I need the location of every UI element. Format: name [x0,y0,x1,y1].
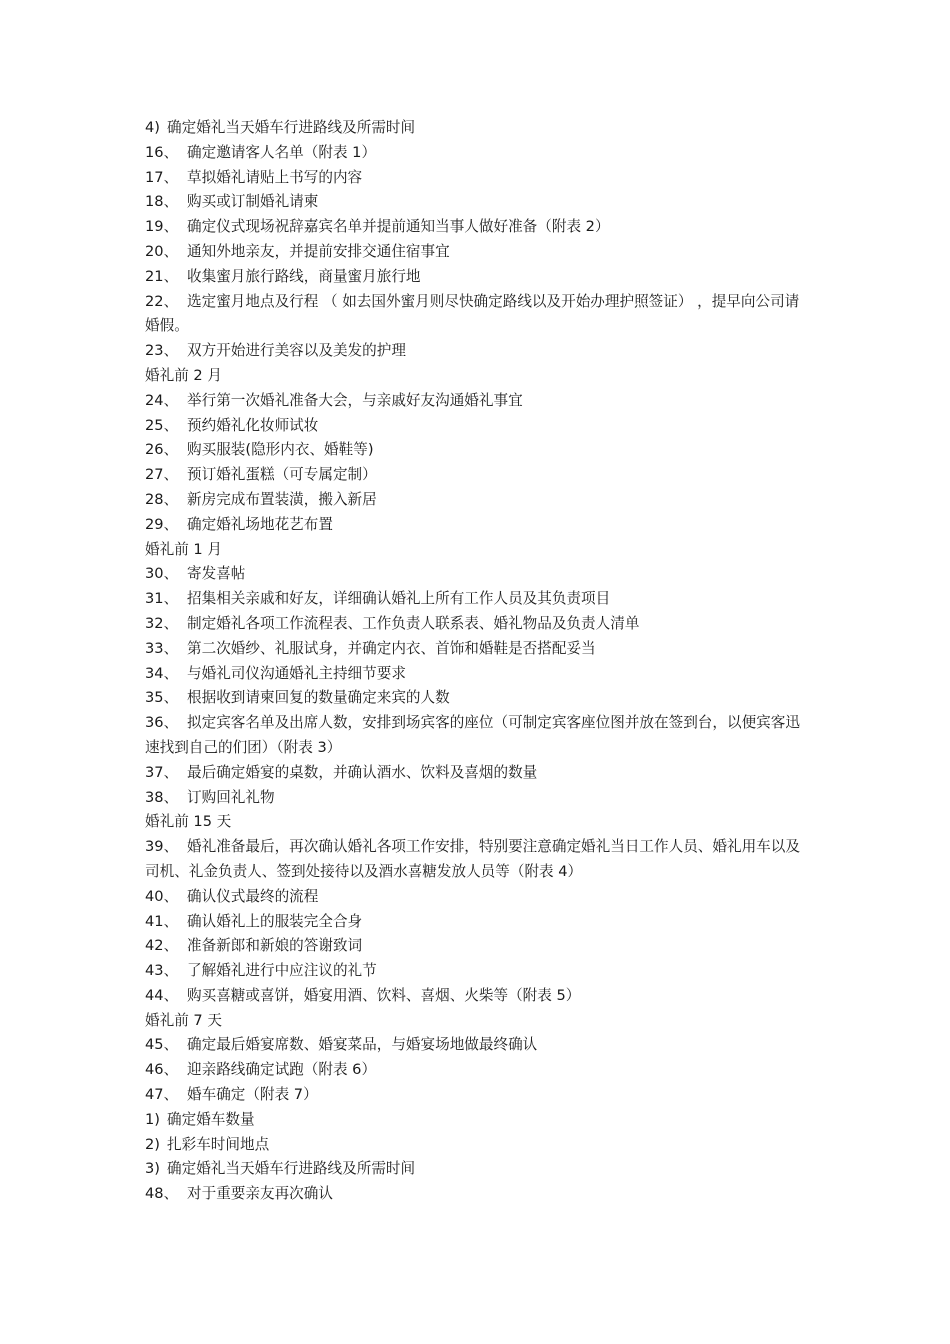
list-item [145,215,813,240]
item-number: 31、 [145,590,179,608]
item-text: 第二次婚纱、礼服试身，并确定内衣、首饰和婚鞋是否搭配妥当 [187,639,596,657]
item-number: 23、 [145,342,179,360]
list-item [145,662,813,687]
list-item [145,934,813,959]
item-text: 草拟婚礼请贴上书写的内容 [187,168,363,186]
item-number: 24、 [145,391,179,409]
item-text: 预约婚礼化妆师试妆 [187,416,319,434]
item-text: 制定婚礼各项工作流程表、工作负责人联系表、婚礼物品及负责人清单 [187,614,640,632]
item-number: 45、 [145,1036,179,1054]
item-text: 确认婚礼上的服装完全合身 [187,912,363,930]
item-text: 购买服装(隐形内衣、婚鞋等) [187,441,374,459]
item-number: 22、 [145,292,179,310]
list-item [145,761,813,786]
list-item [145,711,813,761]
item-text: 寄发喜帖 [187,565,246,583]
list-item [145,513,813,538]
item-number: 46、 [145,1061,179,1079]
list-item [145,612,813,637]
section-heading: 婚礼前 15 天 [145,813,232,831]
item-number: 48、 [145,1185,179,1203]
item-number: 43、 [145,962,179,980]
item-number: 42、 [145,937,179,955]
item-text: 订购回礼礼物 [187,788,275,806]
item-number: 28、 [145,490,179,508]
item-number: 18、 [145,193,179,211]
sub-list-item [145,1108,813,1133]
item-text: 迎亲路线确定试跑（附表 6） [187,1061,377,1079]
item-number: 47、 [145,1086,179,1104]
item-text: 最后确定婚宴的桌数，并确认酒水、饮料及喜烟的数量 [187,763,538,781]
list-item [145,1083,813,1108]
item-number: 38、 [145,788,179,806]
item-text: 确定婚礼场地花艺布置 [187,515,333,533]
sub-list-item [145,116,813,141]
item-number: 36、 [145,714,179,732]
list-item [145,562,813,587]
list-item [145,786,813,811]
item-number: 40、 [145,887,179,905]
item-number: 26、 [145,441,179,459]
item-number: 25、 [145,416,179,434]
sub-list-item [145,1157,813,1182]
section-heading: 婚礼前 1 月 [145,540,222,558]
item-text: 准备新郎和新娘的答谢致词 [187,937,363,955]
item-text: 确定婚礼当天婚车行进路线及所需时间 [167,1160,416,1178]
item-number: 21、 [145,267,179,285]
item-number: 4) [145,119,160,136]
item-number: 1) [145,1110,160,1128]
section-heading: 婚礼前 7 天 [145,1011,222,1029]
item-text: 确定婚礼当天婚车行进路线及所需时间 [167,119,416,136]
item-number: 3) [145,1160,160,1178]
item-number: 39、 [145,838,179,856]
item-text: 确定邀请客人名单（附表 1） [187,143,377,161]
list-item [145,910,813,935]
list-item [145,885,813,910]
item-number: 32、 [145,614,179,632]
item-text: 确定婚车数量 [167,1110,255,1128]
item-text: 举行第一次婚礼准备大会，与亲戚好友沟通婚礼事宜 [187,391,523,409]
item-number: 33、 [145,639,179,657]
document-body [145,116,813,1207]
item-text: 了解婚礼进行中应注议的礼节 [187,962,377,980]
list-item [145,389,813,414]
item-text: 婚礼准备最后，再次确认婚礼各项工作安排，特别要注意确定婚礼当日工作人员、婚礼用车以及司机、礼金负责人、签到处接待以及酒水喜糖发放人员等（附表 4） [145,838,800,880]
item-text: 双方开始进行美容以及美发的护理 [187,342,406,360]
list-item [145,240,813,265]
item-text: 预订婚礼蛋糕（可专属定制） [187,466,377,484]
section-heading: 婚礼前 2 月 [145,366,222,384]
list-item [145,637,813,662]
list-item [145,339,813,364]
item-text: 婚车确定（附表 7） [187,1086,318,1104]
list-item [145,1182,813,1207]
item-number: 35、 [145,689,179,707]
item-text: 确定仪式现场祝辞嘉宾名单并提前通知当事人做好准备（附表 2） [187,218,610,236]
item-number: 20、 [145,242,179,260]
list-item [145,686,813,711]
item-text: 对于重要亲友再次确认 [187,1185,333,1203]
item-number: 2) [145,1135,160,1153]
sub-list-item [145,1133,813,1158]
item-number: 34、 [145,664,179,682]
item-number: 30、 [145,565,179,583]
list-item [145,587,813,612]
item-number: 41、 [145,912,179,930]
list-item [145,438,813,463]
item-text: 拟定宾客名单及出席人数，安排到场宾客的座位（可制定宾客座位图并放在签到台，以便宾客迅速找到自己的们团）（附表 3） [145,714,800,756]
list-item [145,290,813,340]
list-item [145,166,813,191]
list-item [145,488,813,513]
item-text: 收集蜜月旅行路线，商量蜜月旅行地 [187,267,421,285]
list-item [145,959,813,984]
item-number: 19、 [145,218,179,236]
item-text: 扎彩车时间地点 [167,1135,270,1153]
item-text: 根据收到请柬回复的数量确定来宾的人数 [187,689,450,707]
item-number: 27、 [145,466,179,484]
list-item [145,835,813,885]
list-item [145,190,813,215]
list-item [145,984,813,1009]
list-item [145,141,813,166]
item-text: 确认仪式最终的流程 [187,887,319,905]
list-item [145,1033,813,1058]
list-item [145,414,813,439]
item-text: 选定蜜月地点及行程 （ 如去国外蜜月则尽快确定路线以及开始办理护照签证） ，提早向公司请婚假。 [145,292,800,335]
item-text: 新房完成布置装潢，搬入新居 [187,490,377,508]
item-text: 通知外地亲友，并提前安排交通住宿事宜 [187,242,450,260]
list-item [145,265,813,290]
item-text: 购买或订制婚礼请柬 [187,193,319,211]
item-number: 17、 [145,168,179,186]
item-text: 与婚礼司仪沟通婚礼主持细节要求 [187,664,406,682]
list-item [145,463,813,488]
item-number: 16、 [145,143,179,161]
item-text: 购买喜糖或喜饼，婚宴用酒、饮料、喜烟、火柴等（附表 5） [187,986,581,1004]
item-number: 29、 [145,515,179,533]
item-text: 招集相关亲戚和好友，详细确认婚礼上所有工作人员及其负责项目 [187,590,611,608]
list-item [145,1058,813,1083]
item-number: 37、 [145,763,179,781]
item-number: 44、 [145,986,179,1004]
item-text: 确定最后婚宴席数、婚宴菜品，与婚宴场地做最终确认 [187,1036,538,1054]
